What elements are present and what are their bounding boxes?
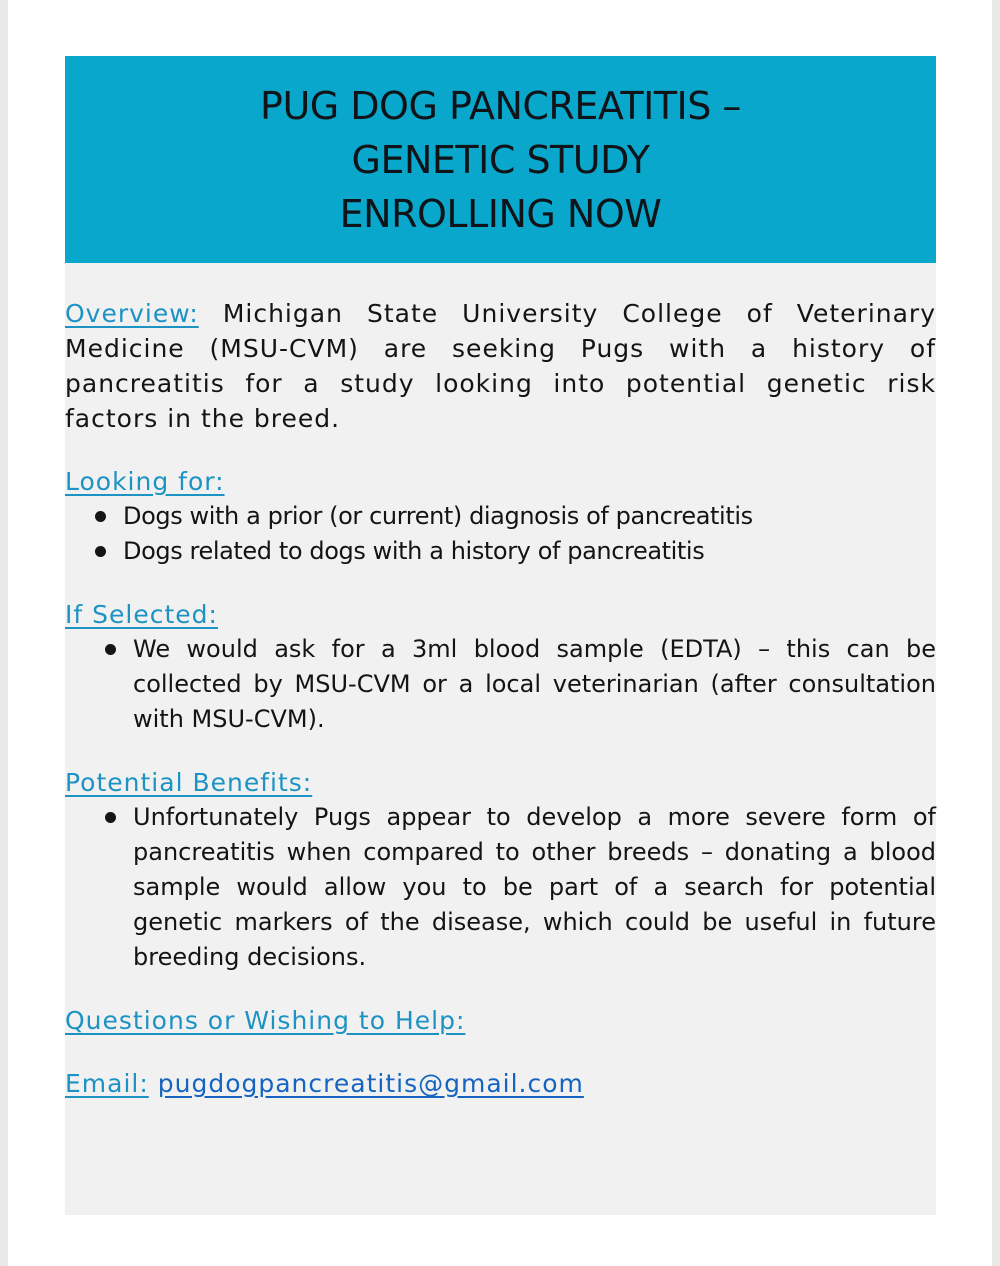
looking-for-heading: Looking for: — [65, 467, 225, 496]
title-line-2: GENETIC STUDY — [351, 137, 650, 182]
bullet-icon — [105, 812, 116, 823]
flyer-content — [65, 296, 936, 1101]
if-selected-heading: If Selected: — [65, 600, 218, 629]
overview-text: Michigan State University College of Veterinary Medicine (MSU-CVM) are seeking Pugs with a history of pancreatitis for a study looking into potential genetic risk factors in the breed. — [65, 299, 936, 433]
benefits-section — [65, 765, 936, 975]
if-selected-section — [65, 597, 936, 737]
list-item-text: Dogs with a prior (or current) diagnosis of pancreatitis — [123, 502, 753, 530]
looking-for-list — [65, 499, 936, 569]
title-line-3: ENROLLING NOW — [339, 191, 662, 236]
list-item — [65, 534, 936, 569]
list-item — [65, 499, 936, 534]
list-item — [65, 632, 936, 737]
looking-for-section — [65, 464, 936, 569]
email-label: Email: — [65, 1069, 149, 1098]
overview-section — [65, 296, 936, 436]
overview-heading: Overview: — [65, 299, 199, 328]
benefits-list — [65, 800, 936, 975]
contact-heading: Questions or Wishing to Help: — [65, 1006, 466, 1035]
contact-section — [65, 1003, 936, 1038]
title-line-1: PUG DOG PANCREATITIS – — [260, 83, 741, 128]
bullet-icon — [95, 546, 106, 557]
list-item-text: Dogs related to dogs with a history of pancreatitis — [123, 537, 705, 565]
bullet-icon — [105, 644, 116, 655]
email-line — [65, 1066, 936, 1101]
if-selected-list — [65, 632, 936, 737]
page-edge-left — [0, 0, 8, 1266]
list-item-text: We would ask for a 3ml blood sample (EDTA) – this can be collected by MSU-CVM or a local veterinarian (after consultation with MSU-CVM). — [133, 635, 936, 733]
list-item-text: Unfortunately Pugs appear to develop a more severe form of pancreatitis when compared to other breeds – donating a blood sample would allow you to be part of a search for potential genetic markers of the disease, which could be useful in future breeding decisions. — [133, 803, 936, 971]
page-edge-right — [992, 0, 1000, 1266]
list-item — [65, 800, 936, 975]
bullet-icon — [95, 511, 106, 522]
email-link[interactable]: pugdogpancreatitis@gmail.com — [157, 1069, 584, 1098]
title-banner — [65, 56, 936, 263]
flyer — [65, 56, 936, 1215]
benefits-heading: Potential Benefits: — [65, 768, 313, 797]
